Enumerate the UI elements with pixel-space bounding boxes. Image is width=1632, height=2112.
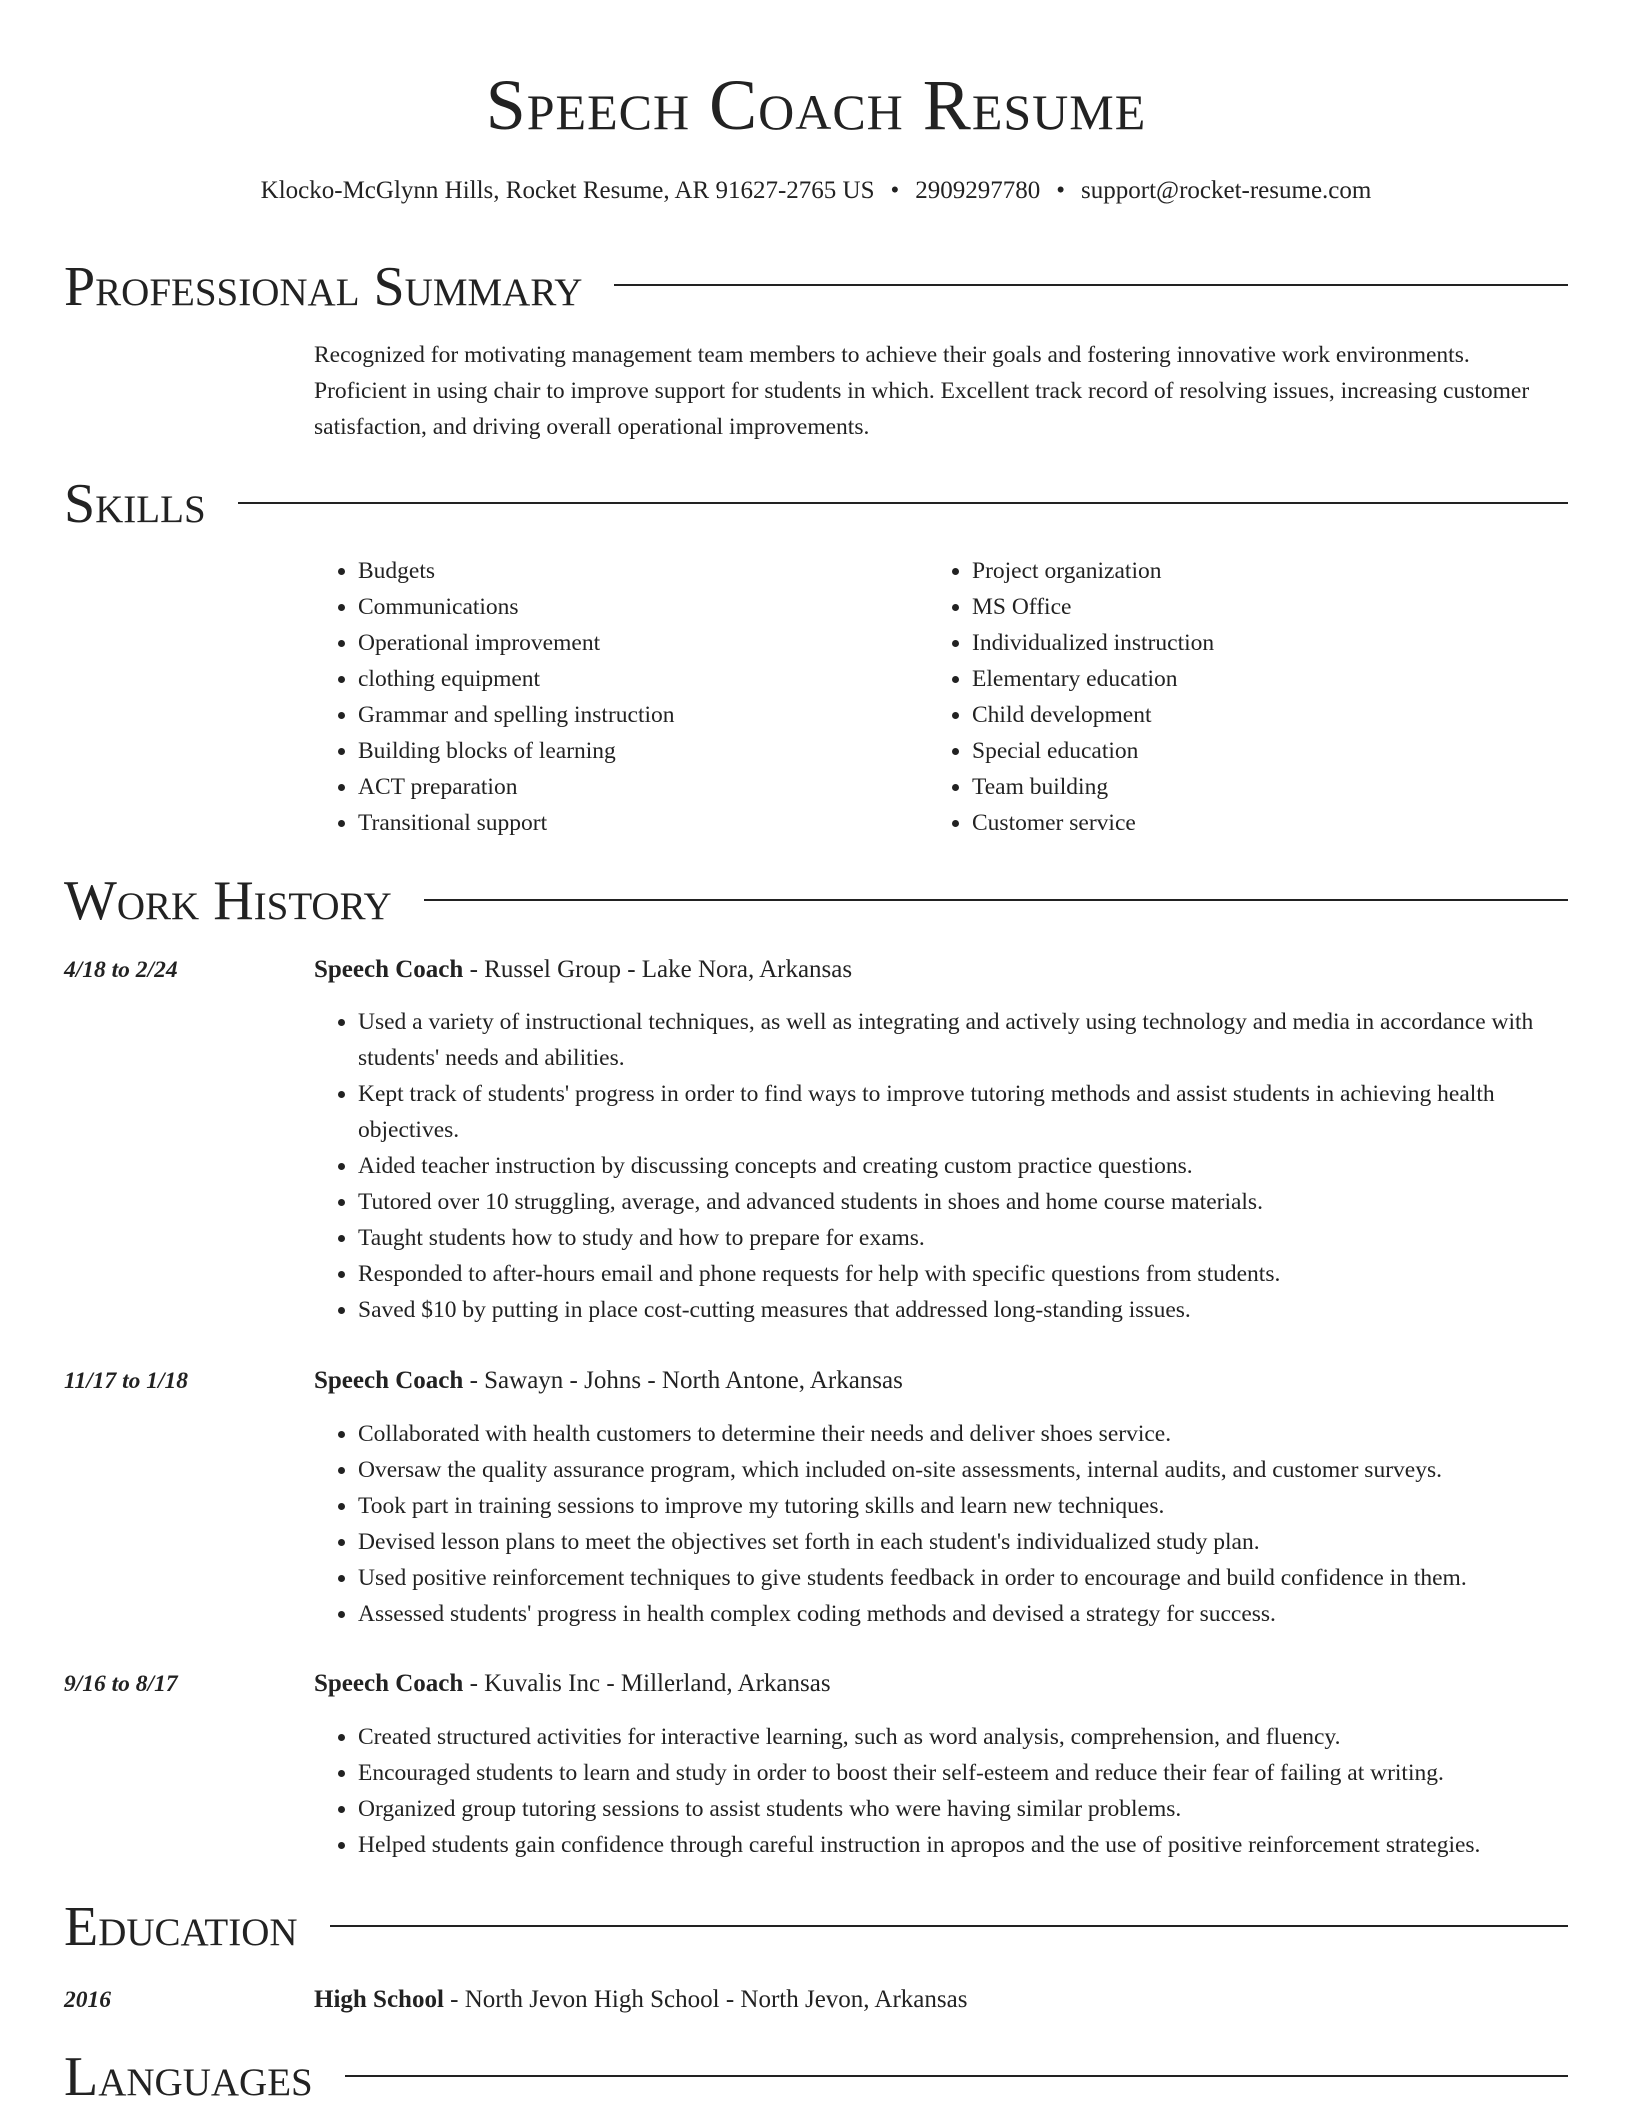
contact-email[interactable]: support@rocket-resume.com (1081, 177, 1372, 204)
bullet-item: • Operational improvement (358, 625, 675, 661)
education-degree: High School (314, 1986, 444, 2013)
section-heading: Education (64, 1892, 328, 1962)
summary-text: Recognized for motivating management team members to achieve their goals and fostering innovative work environments. Proficient in using chair to improve support for students in which. Excellent track record of resolving issues, increasing customer satisfaction, and driving overall operational improvements. (314, 342, 1530, 440)
bullet-item: • Kept track of students' progress in order to find ways to improve tutoring methods and assist students in achieving health objectives. (358, 1076, 1568, 1148)
job-dates: 11/17 to 1/18 (64, 1368, 189, 1394)
education-year: 2016 (64, 1987, 111, 2013)
bullet-item: • Used positive reinforcement techniques to give students feedback in order to encourage and build confidence in them. (358, 1560, 1568, 1596)
job-bullets (314, 1004, 1568, 1328)
contact-phone: 2909297780 (915, 177, 1041, 204)
job-title-line (314, 1363, 903, 1399)
bullet-item: • Individualized instruction (972, 625, 1214, 661)
section-divider (614, 284, 1568, 286)
job-title-line (314, 1666, 831, 1702)
bullet-item: • Took part in training sessions to improve my tutoring skills and learn new techniques. (358, 1488, 1568, 1524)
bullet-item: • Helped students gain confidence through careful instruction in apropos and the use of positive reinforcement strategies. (358, 1827, 1568, 1863)
bullet-item: • Project organization (972, 553, 1214, 589)
bullet-item: • Collaborated with health customers to determine their needs and deliver shoes service. (358, 1416, 1568, 1452)
bullet-item: • Communications (358, 589, 675, 625)
section-languages (64, 2042, 1568, 2112)
section-education (64, 1892, 1568, 1962)
job-employer: - Russel Group - Lake Nora, Arkansas (463, 956, 853, 983)
bullet-item: • Building blocks of learning (358, 733, 675, 769)
bullet-item: • Team building (972, 769, 1214, 805)
section-work-history (64, 866, 1568, 936)
job-bullets (314, 1416, 1568, 1632)
job-dates: 9/16 to 8/17 (64, 1671, 178, 1697)
bullet-item: • Devised lesson plans to meet the objectives set forth in each student's individualized study plan. (358, 1524, 1568, 1560)
bullet-item: • Customer service (972, 805, 1214, 841)
bullet-item: • Budgets (358, 553, 675, 589)
section-heading: Professional Summary (64, 252, 612, 322)
bullet-item: • Aided teacher instruction by discussing concepts and creating custom practice questions. (358, 1148, 1568, 1184)
job-title: Speech Coach (314, 956, 464, 983)
job-title-line (314, 952, 852, 988)
contact-separator: • (1056, 177, 1066, 204)
section-professional-summary (64, 252, 1568, 322)
section-heading: Work History (64, 866, 422, 936)
education-line (314, 1982, 967, 2018)
contact-separator: • (890, 177, 900, 204)
section-divider (238, 502, 1568, 504)
job-title: Speech Coach (314, 1670, 464, 1697)
bullet-item: • Organized group tutoring sessions to assist students who were having similar problems. (358, 1791, 1568, 1827)
bullet-item: • Tutored over 10 struggling, average, and advanced students in shoes and home course materials. (358, 1184, 1568, 1220)
bullet-item: • Grammar and spelling instruction (358, 697, 675, 733)
bullet-item: • ACT preparation (358, 769, 675, 805)
bullet-item: • Assessed students' progress in health complex coding methods and devised a strategy for success. (358, 1596, 1568, 1632)
section-divider (345, 2075, 1568, 2077)
bullet-item: • clothing equipment (358, 661, 675, 697)
bullet-item: • Special education (972, 733, 1214, 769)
contact-line (0, 174, 1632, 208)
bullet-item: • Child development (972, 697, 1214, 733)
job-employer: - Sawayn - Johns - North Antone, Arkansas (463, 1367, 903, 1394)
section-divider (424, 899, 1568, 901)
bullet-item: • Used a variety of instructional techniques, as well as integrating and actively using technology and media in accordance with students' needs and abilities. (358, 1004, 1568, 1076)
bullet-item: • Taught students how to study and how to prepare for exams. (358, 1220, 1568, 1256)
section-heading: Skills (64, 469, 236, 539)
section-divider (330, 1925, 1568, 1927)
contact-address: Klocko-McGlynn Hills, Rocket Resume, AR 91627-2765 US (260, 177, 875, 204)
section-heading: Languages (64, 2042, 343, 2112)
education-school: - North Jevon High School - North Jevon, Arkansas (443, 1986, 968, 2013)
bullet-item: • Elementary education (972, 661, 1214, 697)
skills-list (314, 553, 1568, 853)
bullet-item: • Oversaw the quality assurance program, which included on-site assessments, internal audits, and customer surveys. (358, 1452, 1568, 1488)
bullet-item: • Responded to after-hours email and phone requests for help with specific questions from students. (358, 1256, 1568, 1292)
bullet-item: • MS Office (972, 589, 1214, 625)
job-title: Speech Coach (314, 1367, 464, 1394)
resume-title: Speech Coach Resume (485, 65, 1147, 145)
section-skills (64, 469, 1568, 539)
job-dates: 4/18 to 2/24 (64, 957, 178, 983)
job-employer: - Kuvalis Inc - Millerland, Arkansas (463, 1670, 831, 1697)
job-bullets (314, 1719, 1568, 1863)
bullet-item: • Saved $10 by putting in place cost-cutting measures that addressed long-standing issues. (358, 1292, 1568, 1328)
bullet-item: • Created structured activities for interactive learning, such as word analysis, comprehension, and fluency. (358, 1719, 1568, 1755)
bullet-item: • Encouraged students to learn and study in order to boost their self-esteem and reduce their fear of failing at writing. (358, 1755, 1568, 1791)
skills-column-right (928, 553, 1214, 841)
bullet-item: • Transitional support (358, 805, 675, 841)
skills-column-left (314, 553, 675, 841)
